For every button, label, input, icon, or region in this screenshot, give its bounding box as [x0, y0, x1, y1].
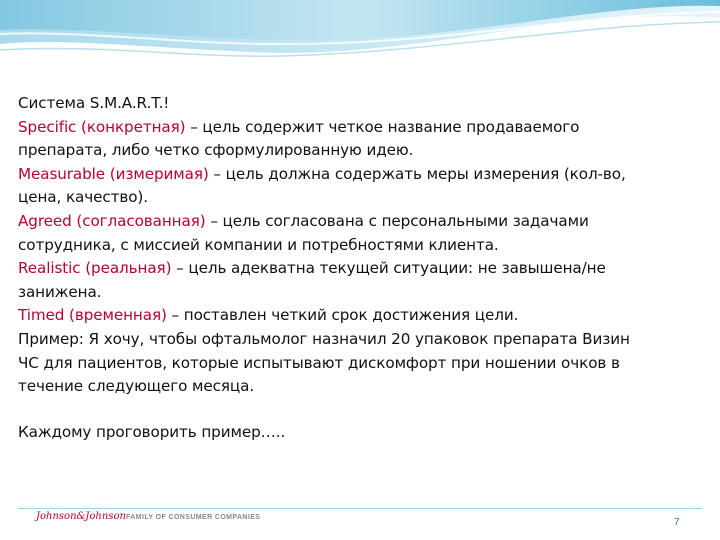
jnj-logo: Johnson&Johnson [36, 511, 126, 522]
smart-item-measurable [18, 163, 708, 210]
footer-tagline: FAMILY OF CONSUMER COMPANIES [126, 514, 261, 521]
term-label: Realistic (реальная) [18, 259, 172, 278]
term-label: Measurable (измеримая) [18, 164, 209, 183]
term-description: – цель адекватна текущей ситуации: не завышена/не [171, 259, 606, 278]
example-line: Пример: Я хочу, чтобы офтальмолог назначил 20 упаковок препарата Визин [18, 329, 630, 348]
header-wave-decoration [0, 0, 720, 80]
term-description-cont: сотрудника, с миссией компании и потребностями клиента. [18, 235, 499, 254]
term-label: Timed (временная) [18, 306, 167, 325]
example-line: ЧС для пациентов, которые испытывают дискомфорт при ношении очков в [18, 353, 620, 372]
term-description: – поставлен четкий срок достижения цели. [166, 306, 519, 325]
term-description: – цель содержит четкое название продаваемого [185, 117, 580, 136]
term-description: – цель должна содержать меры измерения (кол-во, [208, 164, 626, 183]
paragraph-spacer [18, 399, 708, 421]
closing-line: Каждому проговорить пример….. [18, 422, 286, 441]
term-description-cont: препарата, либо четко сформулированную идею. [18, 141, 414, 160]
smart-item-timed [18, 304, 708, 328]
term-label: Agreed (согласованная) [18, 211, 206, 230]
term-description-cont: цена, качество). [18, 188, 148, 207]
smart-item-realistic [18, 257, 708, 304]
term-description-cont: занижена. [18, 282, 102, 301]
footer-divider [18, 508, 702, 509]
term-label: Specific (конкретная) [18, 117, 186, 136]
term-description: – цель согласована с персональными задачами [205, 211, 589, 230]
smart-item-agreed [18, 210, 708, 257]
example-paragraph [18, 328, 708, 399]
smart-item-specific [18, 116, 708, 163]
page-number: 7 [674, 517, 680, 528]
example-line: течение следующего месяца. [18, 377, 255, 396]
slide-body [18, 92, 708, 444]
slide-title-line: Система S.M.A.R.T.! [18, 94, 170, 112]
